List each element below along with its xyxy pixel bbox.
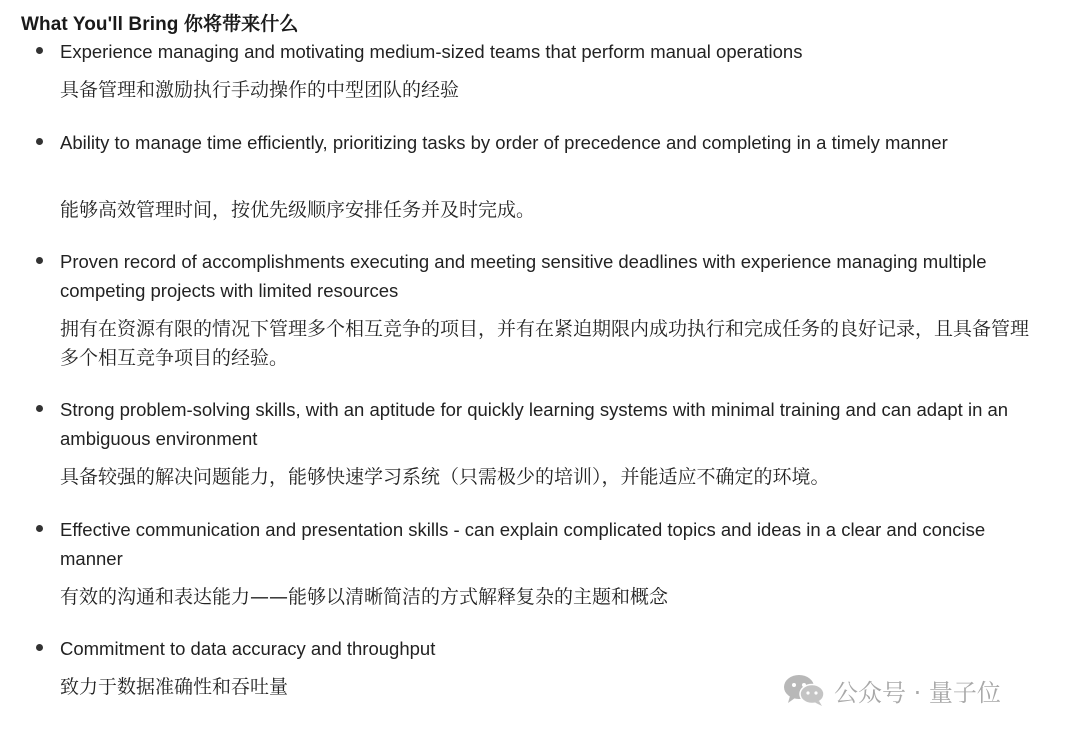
watermark xyxy=(782,672,1001,708)
bullet-icon xyxy=(36,405,43,412)
item-english-text: Commitment to data accuracy and throughput xyxy=(60,638,436,659)
item-chinese-text: 能够高效管理时间，按优先级顺序安排任务并及时完成。 xyxy=(60,199,536,221)
wechat-icon xyxy=(782,673,826,707)
bullet-icon xyxy=(36,644,43,651)
bullet-icon xyxy=(36,525,43,532)
bullet-icon xyxy=(36,257,43,264)
bullet-icon xyxy=(36,138,43,145)
item-chinese-text: 拥有在资源有限的情况下管理多个相互竞争的项目，并有在紧迫期限内成功执行和完成任务的良好记录，且具备管理多个相互竞争项目的经验。 xyxy=(60,318,1030,369)
bullet-icon xyxy=(36,47,43,54)
item-english-text: Effective communication and presentation skills - can explain complicated topics and ideas in a clear and concise manner xyxy=(60,519,986,569)
item-chinese-text: 具备管理和激励执行手动操作的中型团队的经验 xyxy=(60,79,460,101)
item-english-text: Experience managing and motivating medium-sized teams that perform manual operations xyxy=(60,41,803,62)
item-chinese-text: 具备较强的解决问题能力，能够快速学习系统（只需极少的培训），并能适应不确定的环境。 xyxy=(60,466,830,488)
item-english-text: Proven record of accomplishments executing and meeting sensitive deadlines with experience managing multiple competing projects with limited resources xyxy=(60,251,987,301)
section-heading: What You'll Bring 你将带来什么 xyxy=(21,14,299,35)
item-chinese-text: 致力于数据准确性和吞吐量 xyxy=(60,676,289,698)
item-english-text: Ability to manage time efficiently, prioritizing tasks by order of precedence and completing in a timely manner xyxy=(60,132,948,153)
item-chinese-text: 有效的沟通和表达能力——能够以清晰简洁的方式解释复杂的主题和概念 xyxy=(60,586,669,608)
item-english-text: Strong problem-solving skills, with an aptitude for quickly learning systems with minimal training and can adapt in an ambiguous environment xyxy=(60,399,1009,449)
watermark-text: 公众号 · 量子位 xyxy=(834,678,1001,707)
